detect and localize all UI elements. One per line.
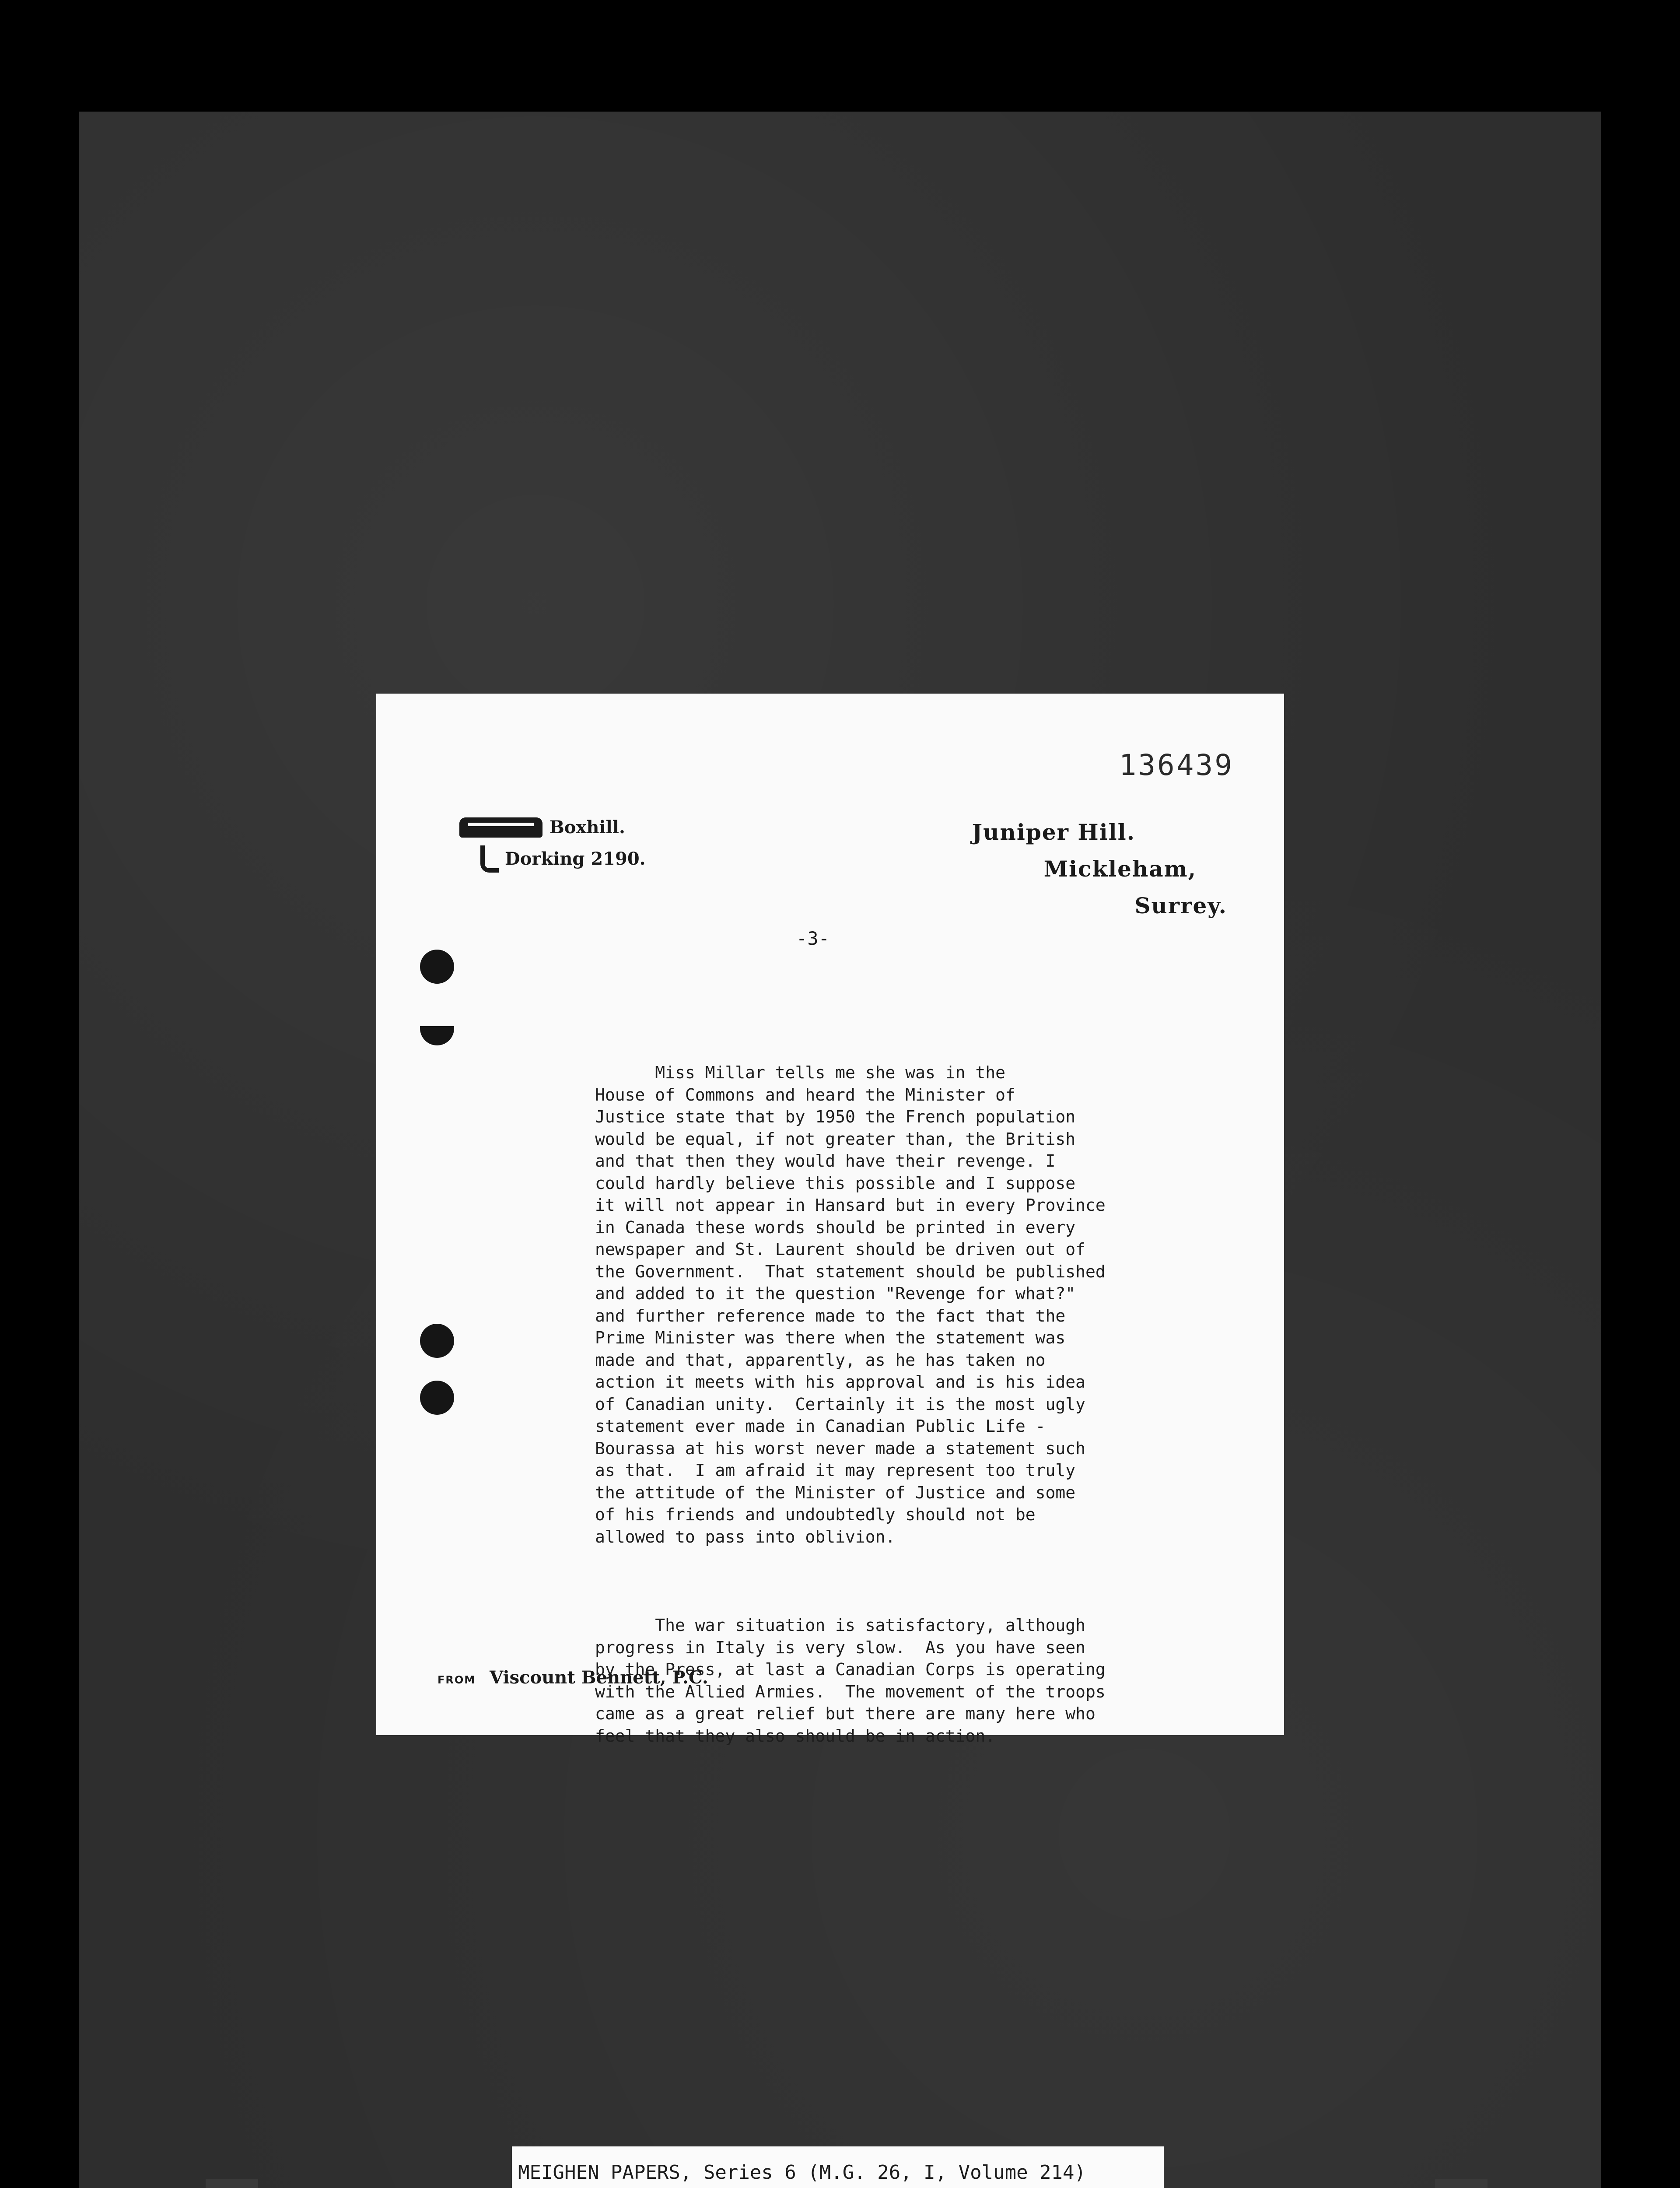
punch-hole — [420, 1381, 454, 1415]
from-label: FROM — [438, 1674, 476, 1686]
station-name: Dorking 2190. — [505, 849, 646, 869]
letter-body — [595, 1017, 1216, 1813]
from-line — [438, 1667, 708, 1688]
phone-exchange: Boxhill. — [550, 817, 625, 838]
telegraph-icon — [480, 845, 499, 873]
paragraph: Miss Millar tells me she was in the House of Commons and heard the Minister of Justice state that by 1950 the French population would be equal, if not greater than, the British and that then they would have their revenge. I could hardly believe this possible and I suppose it will not appear in Hansard but in every Province in Canada these words should be printed in every newspaper and St. Laurent should be driven out of the Government. That statement should be published and added to it the question "Revenge for what?" and further reference made to the fact that the Prime Minister was there when the statement was made and that, apparently, as he has taken no action it meets with his approval and is his idea of Canadian unity. Certainly it is the most ugly statement ever made in Canadian Public Life - Bourassa at his worst never made a statement such as that. I am afraid it may represent too truly the attitude of the Minister of Justice and some of his friends and undoubtedly should not be allowed to pass into oblivion. — [595, 1063, 1106, 1546]
station-line — [459, 843, 646, 875]
card-edge-shadow — [206, 2179, 258, 2188]
address-line: Surrey. — [1134, 893, 1227, 919]
punch-hole — [420, 1026, 454, 1045]
letterhead-left — [459, 812, 646, 875]
sender-name: Viscount Bennett, P.C. — [490, 1667, 708, 1688]
document-number: 136439 — [1119, 748, 1234, 782]
punch-hole — [420, 950, 454, 984]
address-line: Juniper Hill. — [972, 819, 1135, 845]
series-label: MEIGHEN PAPERS, Series 6 (M.G. 26, I, Volume 214) — [512, 2146, 1164, 2188]
phone-line — [459, 812, 646, 843]
page-number: -3- — [796, 928, 830, 949]
punch-hole — [420, 1324, 454, 1358]
telephone-icon — [459, 817, 542, 838]
letterhead-address — [972, 814, 1227, 924]
card-edge-shadow — [1435, 2179, 1488, 2188]
address-line: Mickleham, — [1043, 856, 1197, 882]
paragraph: The war situation is satisfactory, although progress in Italy is very slow. As you have seen by the Press, at last a Canadian Corps is operating with the Allied Armies. The movement of the troops came as a great relief but there are many here who feel that they also should be in action. — [595, 1616, 1106, 1746]
letter-page — [376, 694, 1284, 1746]
